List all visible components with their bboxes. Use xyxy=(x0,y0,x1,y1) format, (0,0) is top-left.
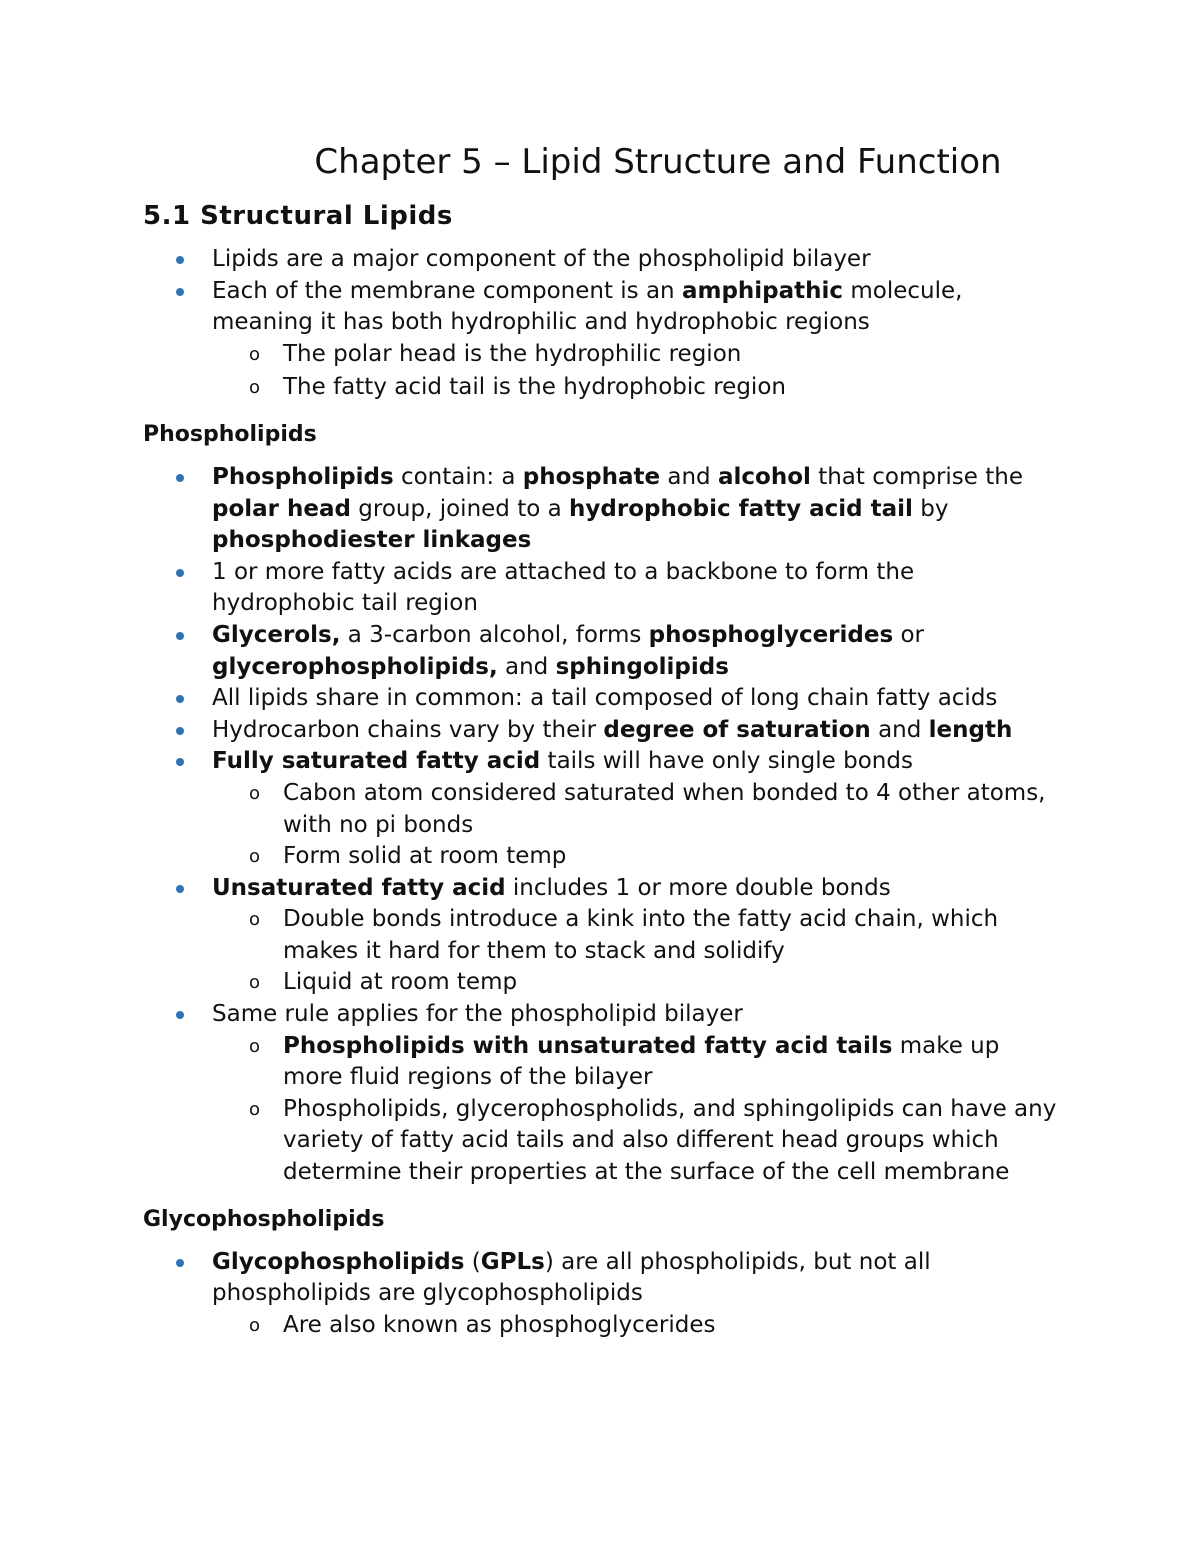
list-item: Hydrocarbon chains vary by their degree of saturation and length xyxy=(143,715,1063,747)
glycophospholipids-list xyxy=(143,1247,1063,1342)
list-item: Each of the membrane component is an amphipathic molecule, meaning it has both hydrophilic and hydrophobic regions xyxy=(143,276,1063,339)
document-content xyxy=(143,140,1063,1341)
list-item: Unsaturated fatty acid includes 1 or more double bonds xyxy=(143,873,1063,905)
sub-list-item: o Form solid at room temp xyxy=(143,841,1063,873)
list-item: 1 or more fatty acids are attached to a backbone to form the hydrophobic tail region xyxy=(143,557,1063,620)
list-item: Same rule applies for the phospholipid bilayer xyxy=(143,999,1063,1031)
sub-list-item: o Double bonds introduce a kink into the fatty acid chain, which makes it hard for them to stack and solidify xyxy=(143,904,1063,967)
structural-lipids-list xyxy=(143,244,1063,404)
sub-list-item: o Phospholipids, glycerophospholids, and sphingolipids can have any variety of fatty acid tails and also different head groups which determine their properties at the surface of the cell membrane xyxy=(143,1094,1063,1189)
list-item: Lipids are a major component of the phospholipid bilayer xyxy=(143,244,1063,276)
sub-list-item: o Liquid at room temp xyxy=(143,967,1063,999)
sub-list-item: o Cabon atom considered saturated when bonded to 4 other atoms, with no pi bonds xyxy=(143,778,1063,841)
section-heading-structural-lipids: 5.1 Structural Lipids xyxy=(143,201,453,231)
section-heading-phospholipids: Phospholipids xyxy=(143,421,317,447)
list-item: Glycerols, a 3-carbon alcohol, forms phosphoglycerides or glycerophospholipids, and sphingolipids xyxy=(143,620,1063,683)
sub-list-item: o The polar head is the hydrophilic region xyxy=(143,339,1063,371)
section-heading-glycophospholipids: Glycophospholipids xyxy=(143,1206,385,1232)
sub-list-item: o Are also known as phosphoglycerides xyxy=(143,1310,1063,1342)
sub-list-item: o The fatty acid tail is the hydrophobic region xyxy=(143,372,1063,404)
list-item: All lipids share in common: a tail composed of long chain fatty acids xyxy=(143,683,1063,715)
list-item: Phospholipids contain: a phosphate and alcohol that comprise the polar head group, joined to a hydrophobic fatty acid tail by phosphodiester linkages xyxy=(143,462,1063,557)
chapter-title: Chapter 5 – Lipid Structure and Function xyxy=(314,142,1002,182)
list-item: Fully saturated fatty acid tails will have only single bonds xyxy=(143,746,1063,778)
phospholipids-list xyxy=(143,462,1063,1189)
list-item: Glycophospholipids (GPLs) are all phospholipids, but not all phospholipids are glycophospholipids xyxy=(143,1247,1063,1310)
sub-list-item: o Phospholipids with unsaturated fatty acid tails make up more fluid regions of the bilayer xyxy=(143,1031,1063,1094)
